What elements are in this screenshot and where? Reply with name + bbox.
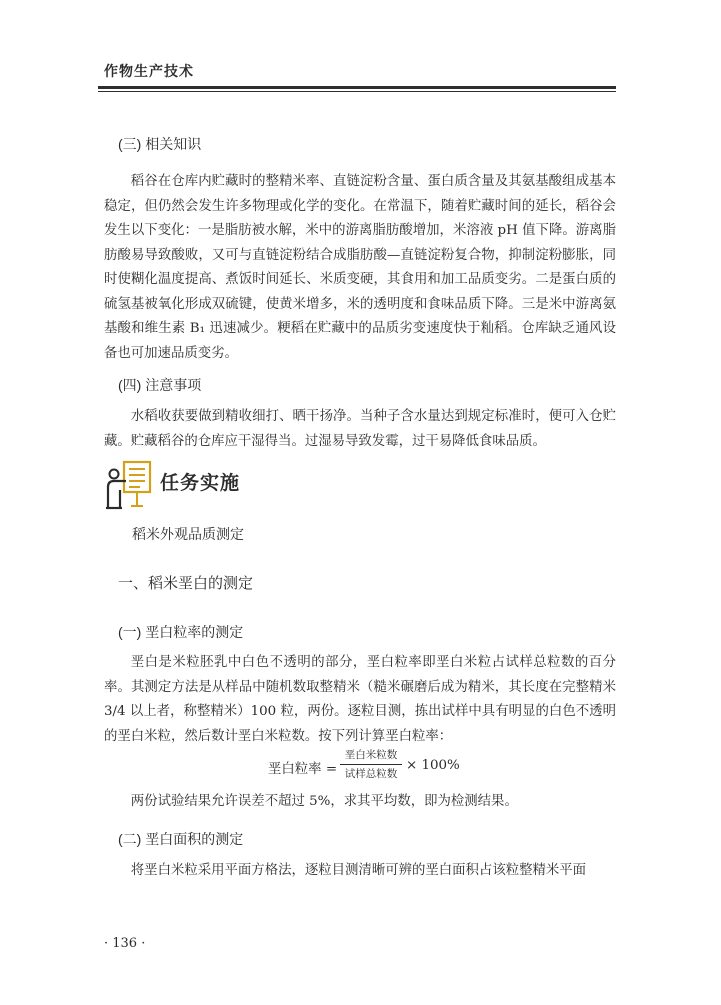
running-header-title: 作物生产技术 — [104, 63, 194, 79]
formula-fraction — [340, 748, 402, 781]
formula-rhs: × 100% — [406, 758, 460, 773]
formula-lhs: 垩白粒率 = — [268, 762, 338, 777]
fraction-bar — [340, 764, 402, 765]
paragraph-precautions: 水稻收获要做到精收细打、晒干扬净。当种子含水量达到规定标准时，便可入仓贮藏。贮藏稻谷的仓库应干湿得当。过湿易导致发霉，过干易降低食味品质。 — [104, 409, 616, 449]
paragraph-related-knowledge: 稻谷在仓库内贮藏时的整精米率、直链淀粉含量、蛋白质含量及其氨基酸组成基本稳定，但仍然会发生许多物理或化学的变化。在常温下，随着贮藏时间的延长，稻谷会发生以下变化：一是脂肪被水解，米中的游离脂肪酸增加，米溶液 pH 值下降。游离脂肪酸易导致酸败，又可与直链淀粉结合成脂肪酸—直链淀粉复合物，抑制淀粉膨胀，同时使糊化温度提高、煮饭时间延长、米质变硬，其食用和加工品质变劣。二是蛋白质的硫氢基被氧化形成双硫键，使黄米增多，米的透明度和食味品质下降。三是米中游离氨基酸和维生素 B₁ 迅速减少。粳稻在贮藏中的品质劣变速度快于籼稻。仓库缺乏通风设备也可加速品质变劣。 — [104, 174, 616, 361]
teacher-board-icon — [104, 460, 154, 510]
heading-chalky-rate: (一) 垩白粒率的测定 — [118, 624, 244, 640]
paragraph-chalky-rate: 垩白是米粒胚乳中白色不透明的部分，垩白粒率即垩白米粒占试样总粒数的百分率。其测定方法是从样品中随机数取整精米（糙米碾磨后成为精米，其长度在完整精米 3/4 以上者，称整精米）100 粒，两份。逐粒目测，拣出试样中具有明显的白色不透明的垩白米粒，然后数计垩白米粒数。按下列计算垩白粒率： — [104, 655, 616, 744]
page-number: · 136 · — [104, 936, 146, 951]
task-subtitle: 稻米外观品质测定 — [132, 526, 244, 542]
heading-related-knowledge: (三) 相关知识 — [118, 136, 202, 152]
header-rule-thick — [98, 86, 616, 89]
heading-chalkiness-measurement: 一、稻米垩白的测定 — [118, 575, 254, 592]
formula-denominator: 试样总粒数 — [344, 768, 398, 780]
paragraph-chalky-rate-result: 两份试验结果允许误差不超过 5%，求其平均数，即为检测结果。 — [130, 794, 518, 809]
heading-chalky-area: (二) 垩白面积的测定 — [118, 831, 244, 847]
heading-precautions: (四) 注意事项 — [118, 377, 202, 393]
paragraph-chalky-area: 将垩白米粒采用平面方格法，逐粒目测清晰可辨的垩白面积占该粒整精米平面 — [130, 863, 587, 878]
formula-numerator: 垩白米粒数 — [344, 749, 398, 761]
header-rule-thin — [98, 91, 616, 92]
task-section-title: 任务实施 — [160, 472, 241, 494]
